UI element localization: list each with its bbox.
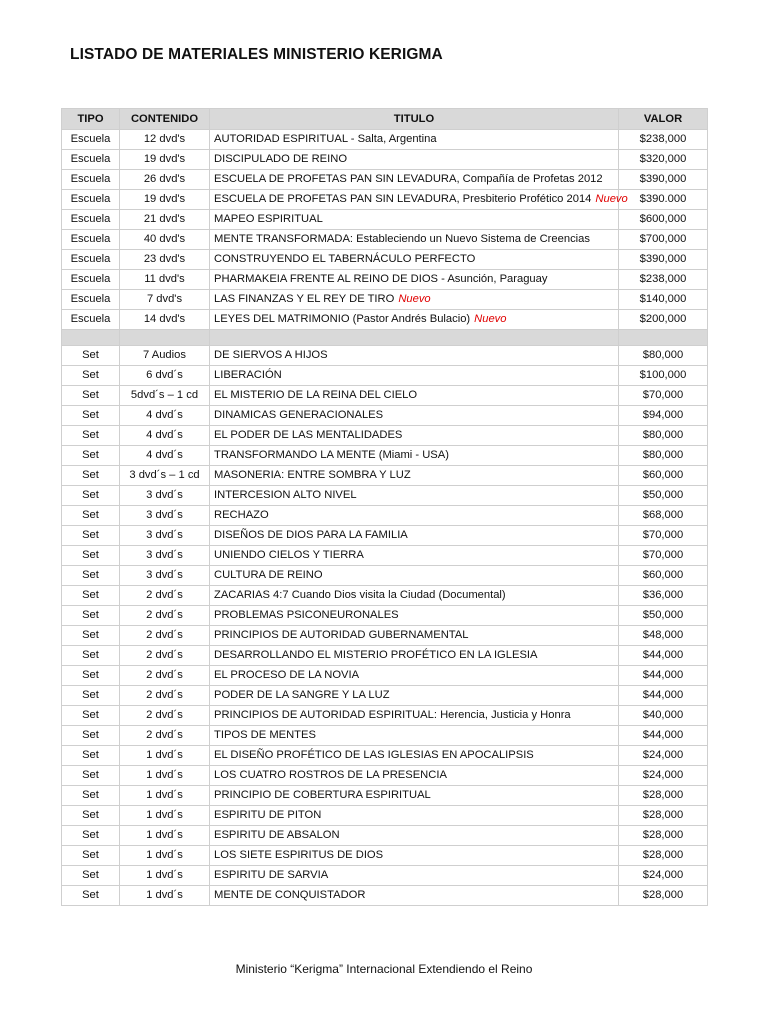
table-row (62, 706, 708, 726)
cell-valor: $100,000 (619, 366, 708, 386)
cell-contenido: 2 dvd´s (120, 686, 210, 706)
separator-cell (619, 330, 708, 346)
cell-tipo: Escuela (62, 170, 120, 190)
titulo-text: CONSTRUYENDO EL TABERNÁCULO PERFECTO (214, 253, 476, 265)
cell-titulo (210, 190, 628, 210)
titulo-text: LAS FINANZAS Y EL REY DE TIRO (214, 293, 395, 305)
cell-contenido: 7 Audios (120, 346, 210, 366)
table-row (62, 190, 708, 210)
table-row (62, 566, 708, 586)
cell-tipo: Escuela (62, 190, 120, 210)
cell-contenido: 1 dvd´s (120, 826, 210, 846)
cell-valor: $50,000 (619, 486, 708, 506)
cell-titulo (210, 626, 619, 646)
table-row (62, 806, 708, 826)
table-row (62, 230, 708, 250)
titulo-text: DESARROLLANDO EL MISTERIO PROFÉTICO EN LA IGLESIA (214, 649, 538, 661)
cell-contenido: 1 dvd´s (120, 786, 210, 806)
titulo-text: TRANSFORMANDO LA MENTE (Miami - USA) (214, 449, 449, 461)
cell-titulo (210, 466, 619, 486)
cell-valor: $44,000 (619, 646, 708, 666)
titulo-text: PRINCIPIOS DE AUTORIDAD GUBERNAMENTAL (214, 629, 469, 641)
cell-tipo: Escuela (62, 270, 120, 290)
cell-tipo: Set (62, 806, 120, 826)
cell-contenido: 4 dvd´s (120, 446, 210, 466)
titulo-text: MAPEO ESPIRITUAL (214, 213, 323, 225)
cell-tipo: Set (62, 566, 120, 586)
table-row (62, 426, 708, 446)
table-row (62, 686, 708, 706)
titulo-text: EL PROCESO DE LA NOVIA (214, 669, 360, 681)
cell-valor: $320,000 (619, 150, 708, 170)
cell-tipo: Set (62, 886, 120, 906)
cell-valor: $40,000 (619, 706, 708, 726)
cell-valor: $94,000 (619, 406, 708, 426)
cell-contenido: 3 dvd´s (120, 526, 210, 546)
cell-contenido: 23 dvd's (120, 250, 210, 270)
table-row (62, 310, 708, 330)
cell-tipo: Set (62, 826, 120, 846)
cell-tipo: Set (62, 786, 120, 806)
table-row (62, 726, 708, 746)
header-contenido: CONTENIDO (120, 109, 210, 130)
cell-valor: $390,000 (619, 170, 708, 190)
cell-tipo: Escuela (62, 130, 120, 150)
cell-valor: $70,000 (619, 526, 708, 546)
cell-tipo: Escuela (62, 210, 120, 230)
cell-contenido: 1 dvd´s (120, 846, 210, 866)
table-row (62, 586, 708, 606)
separator-cell (210, 330, 619, 346)
table-row (62, 486, 708, 506)
cell-tipo: Escuela (62, 250, 120, 270)
cell-contenido: 2 dvd´s (120, 606, 210, 626)
titulo-text: DISEÑOS DE DIOS PARA LA FAMILIA (214, 529, 408, 541)
cell-tipo: Escuela (62, 230, 120, 250)
cell-contenido: 3 dvd´s – 1 cd (120, 466, 210, 486)
table-row (62, 646, 708, 666)
titulo-text: PODER DE LA SANGRE Y LA LUZ (214, 689, 390, 701)
table-row (62, 506, 708, 526)
cell-contenido: 2 dvd´s (120, 626, 210, 646)
cell-titulo (210, 290, 619, 310)
table-row (62, 406, 708, 426)
cell-contenido: 19 dvd's (120, 150, 210, 170)
table-row (62, 366, 708, 386)
titulo-text: LEYES DEL MATRIMONIO (Pastor Andrés Bulacio) (214, 313, 471, 325)
cell-valor: $24,000 (619, 866, 708, 886)
cell-valor: $140,000 (619, 290, 708, 310)
titulo-text: TIPOS DE MENTES (214, 729, 316, 741)
cell-contenido: 3 dvd´s (120, 486, 210, 506)
cell-contenido: 2 dvd´s (120, 706, 210, 726)
titulo-text: DE SIERVOS A HIJOS (214, 349, 328, 361)
header-titulo: TITULO (210, 109, 619, 130)
titulo-text: AUTORIDAD ESPIRITUAL - Salta, Argentina (214, 133, 437, 145)
titulo-text: CULTURA DE REINO (214, 569, 323, 581)
table-row (62, 210, 708, 230)
titulo-text: ESPIRITU DE SARVIA (214, 869, 329, 881)
titulo-text: EL MISTERIO DE LA REINA DEL CIELO (214, 389, 418, 401)
new-badge: Nuevo (595, 193, 628, 205)
cell-valor: $24,000 (619, 746, 708, 766)
cell-titulo (210, 346, 619, 366)
cell-titulo (210, 386, 619, 406)
cell-titulo (210, 886, 619, 906)
table-row (62, 606, 708, 626)
cell-tipo: Set (62, 686, 120, 706)
separator-cell (120, 330, 210, 346)
cell-titulo (210, 506, 619, 526)
cell-valor: $70,000 (619, 546, 708, 566)
cell-tipo: Escuela (62, 150, 120, 170)
table-header-row (62, 109, 708, 130)
cell-titulo (210, 666, 619, 686)
titulo-text: DINAMICAS GENERACIONALES (214, 409, 384, 421)
titulo-text: PHARMAKEIA FRENTE AL REINO DE DIOS - Asunción, Paraguay (214, 273, 548, 285)
table-row (62, 466, 708, 486)
cell-valor: $60,000 (619, 566, 708, 586)
cell-contenido: 7 dvd's (120, 290, 210, 310)
cell-titulo (210, 726, 619, 746)
titulo-text: PRINCIPIO DE COBERTURA ESPIRITUAL (214, 789, 431, 801)
cell-contenido: 3 dvd´s (120, 546, 210, 566)
titulo-text: ESCUELA DE PROFETAS PAN SIN LEVADURA, Presbiterio Profético 2014 (214, 193, 592, 205)
cell-contenido: 3 dvd´s (120, 506, 210, 526)
table-row (62, 250, 708, 270)
cell-valor: $238,000 (619, 270, 708, 290)
cell-contenido: 26 dvd's (120, 170, 210, 190)
page-footer: Ministerio “Kerigma” Internacional Extendiendo el Reino (235, 962, 533, 976)
cell-titulo (210, 210, 619, 230)
table-row (62, 130, 708, 150)
header-tipo: TIPO (62, 109, 120, 130)
table-row (62, 170, 708, 190)
cell-titulo (210, 646, 619, 666)
cell-valor: $28,000 (619, 886, 708, 906)
table-row (62, 346, 708, 366)
new-badge: Nuevo (398, 293, 431, 305)
cell-tipo: Set (62, 506, 120, 526)
table-row (62, 666, 708, 686)
cell-titulo (210, 546, 619, 566)
cell-valor: $68,000 (619, 506, 708, 526)
titulo-text: MENTE TRANSFORMADA: Estableciendo un Nuevo Sistema de Creencias (214, 233, 590, 245)
cell-titulo (210, 866, 619, 886)
cell-tipo: Set (62, 406, 120, 426)
cell-titulo (210, 486, 619, 506)
document-title: LISTADO DE MATERIALES MINISTERIO KERIGMA (70, 46, 443, 63)
cell-titulo (210, 270, 619, 290)
table-row (62, 826, 708, 846)
titulo-text: MASONERIA: ENTRE SOMBRA Y LUZ (214, 469, 411, 481)
table-row (62, 766, 708, 786)
table-row (62, 626, 708, 646)
cell-valor: $70,000 (619, 386, 708, 406)
cell-tipo: Set (62, 386, 120, 406)
cell-tipo: Set (62, 646, 120, 666)
titulo-text: LOS SIETE ESPIRITUS DE DIOS (214, 849, 384, 861)
cell-contenido: 4 dvd´s (120, 406, 210, 426)
cell-titulo (210, 566, 619, 586)
cell-tipo: Set (62, 666, 120, 686)
cell-valor: $44,000 (619, 726, 708, 746)
titulo-text: DISCIPULADO DE REINO (214, 153, 348, 165)
cell-titulo (210, 150, 619, 170)
cell-contenido: 40 dvd's (120, 230, 210, 250)
cell-tipo: Escuela (62, 290, 120, 310)
cell-valor: $80,000 (619, 346, 708, 366)
cell-contenido: 3 dvd´s (120, 566, 210, 586)
table-row (62, 446, 708, 466)
cell-titulo (210, 746, 619, 766)
cell-tipo: Set (62, 766, 120, 786)
cell-titulo (210, 250, 619, 270)
cell-valor: $390.000 (619, 190, 708, 210)
cell-contenido: 1 dvd´s (120, 766, 210, 786)
cell-titulo (210, 366, 619, 386)
cell-tipo: Set (62, 586, 120, 606)
titulo-text: ZACARIAS 4:7 Cuando Dios visita la Ciudad (Documental) (214, 589, 506, 601)
cell-tipo: Set (62, 606, 120, 626)
table-row (62, 746, 708, 766)
cell-tipo: Set (62, 866, 120, 886)
cell-tipo: Set (62, 426, 120, 446)
cell-titulo (210, 130, 619, 150)
cell-contenido: 11 dvd's (120, 270, 210, 290)
cell-contenido: 1 dvd´s (120, 806, 210, 826)
cell-tipo: Set (62, 546, 120, 566)
cell-valor: $80,000 (619, 446, 708, 466)
cell-valor: $28,000 (619, 806, 708, 826)
titulo-text: EL DISEÑO PROFÉTICO DE LAS IGLESIAS EN APOCALIPSIS (214, 749, 534, 761)
cell-titulo (210, 446, 619, 466)
cell-valor: $28,000 (619, 786, 708, 806)
cell-contenido: 21 dvd's (120, 210, 210, 230)
cell-contenido: 1 dvd´s (120, 886, 210, 906)
cell-valor: $60,000 (619, 466, 708, 486)
cell-titulo (210, 606, 619, 626)
table-row (62, 526, 708, 546)
cell-titulo (210, 806, 619, 826)
titulo-text: UNIENDO CIELOS Y TIERRA (214, 549, 364, 561)
cell-valor: $28,000 (619, 826, 708, 846)
cell-valor: $238,000 (619, 130, 708, 150)
cell-titulo (210, 826, 619, 846)
titulo-text: EL PODER DE LAS MENTALIDADES (214, 429, 403, 441)
cell-titulo (210, 786, 619, 806)
materials-table (61, 108, 708, 906)
table-row (62, 546, 708, 566)
cell-valor: $24,000 (619, 766, 708, 786)
table-row (62, 150, 708, 170)
titulo-text: INTERCESION ALTO NIVEL (214, 489, 357, 501)
cell-valor: $50,000 (619, 606, 708, 626)
cell-valor: $44,000 (619, 686, 708, 706)
titulo-text: MENTE DE CONQUISTADOR (214, 889, 366, 901)
section-separator-row (62, 330, 708, 346)
separator-cell (62, 330, 120, 346)
cell-titulo (210, 426, 619, 446)
table-row (62, 866, 708, 886)
titulo-text: RECHAZO (214, 509, 269, 521)
cell-contenido: 14 dvd's (120, 310, 210, 330)
table-row (62, 270, 708, 290)
cell-titulo (210, 586, 619, 606)
cell-contenido: 1 dvd´s (120, 746, 210, 766)
cell-valor: $200,000 (619, 310, 708, 330)
cell-contenido: 6 dvd´s (120, 366, 210, 386)
cell-valor: $36,000 (619, 586, 708, 606)
cell-valor: $700,000 (619, 230, 708, 250)
cell-contenido: 12 dvd's (120, 130, 210, 150)
cell-tipo: Set (62, 466, 120, 486)
header-valor: VALOR (619, 109, 708, 130)
cell-titulo (210, 526, 619, 546)
titulo-text: ESCUELA DE PROFETAS PAN SIN LEVADURA, Compañía de Profetas 2012 (214, 173, 603, 185)
cell-titulo (210, 686, 619, 706)
cell-tipo: Set (62, 726, 120, 746)
cell-contenido: 2 dvd´s (120, 586, 210, 606)
cell-titulo (210, 766, 619, 786)
titulo-text: ESPIRITU DE PITON (214, 809, 322, 821)
table-row (62, 786, 708, 806)
cell-tipo: Set (62, 446, 120, 466)
cell-tipo: Set (62, 846, 120, 866)
cell-contenido: 5dvd´s – 1 cd (120, 386, 210, 406)
cell-tipo: Set (62, 346, 120, 366)
cell-titulo (210, 170, 619, 190)
cell-contenido: 1 dvd´s (120, 866, 210, 886)
cell-tipo: Set (62, 486, 120, 506)
cell-titulo (210, 846, 619, 866)
cell-tipo: Set (62, 746, 120, 766)
cell-tipo: Set (62, 706, 120, 726)
titulo-text: PRINCIPIOS DE AUTORIDAD ESPIRITUAL: Herencia, Justicia y Honra (214, 709, 571, 721)
table-body (62, 130, 708, 906)
cell-tipo: Escuela (62, 310, 120, 330)
titulo-text: LOS CUATRO ROSTROS DE LA PRESENCIA (214, 769, 447, 781)
titulo-text: PROBLEMAS PSICONEURONALES (214, 609, 399, 621)
table-row (62, 846, 708, 866)
table-row (62, 886, 708, 906)
cell-contenido: 2 dvd´s (120, 726, 210, 746)
cell-contenido: 4 dvd´s (120, 426, 210, 446)
cell-titulo (210, 310, 619, 330)
titulo-text: LIBERACIÓN (214, 369, 282, 381)
cell-valor: $48,000 (619, 626, 708, 646)
cell-titulo (210, 406, 619, 426)
cell-valor: $390,000 (619, 250, 708, 270)
cell-titulo (210, 230, 619, 250)
new-badge: Nuevo (474, 313, 507, 325)
cell-contenido: 2 dvd´s (120, 666, 210, 686)
cell-contenido: 19 dvd's (120, 190, 210, 210)
cell-valor: $44,000 (619, 666, 708, 686)
cell-contenido: 2 dvd´s (120, 646, 210, 666)
titulo-text: ESPIRITU DE ABSALON (214, 829, 340, 841)
cell-valor: $28,000 (619, 846, 708, 866)
cell-tipo: Set (62, 626, 120, 646)
cell-valor: $600,000 (619, 210, 708, 230)
table-row (62, 386, 708, 406)
cell-tipo: Set (62, 366, 120, 386)
cell-tipo: Set (62, 526, 120, 546)
cell-valor: $80,000 (619, 426, 708, 446)
cell-titulo (210, 706, 619, 726)
table-row (62, 290, 708, 310)
